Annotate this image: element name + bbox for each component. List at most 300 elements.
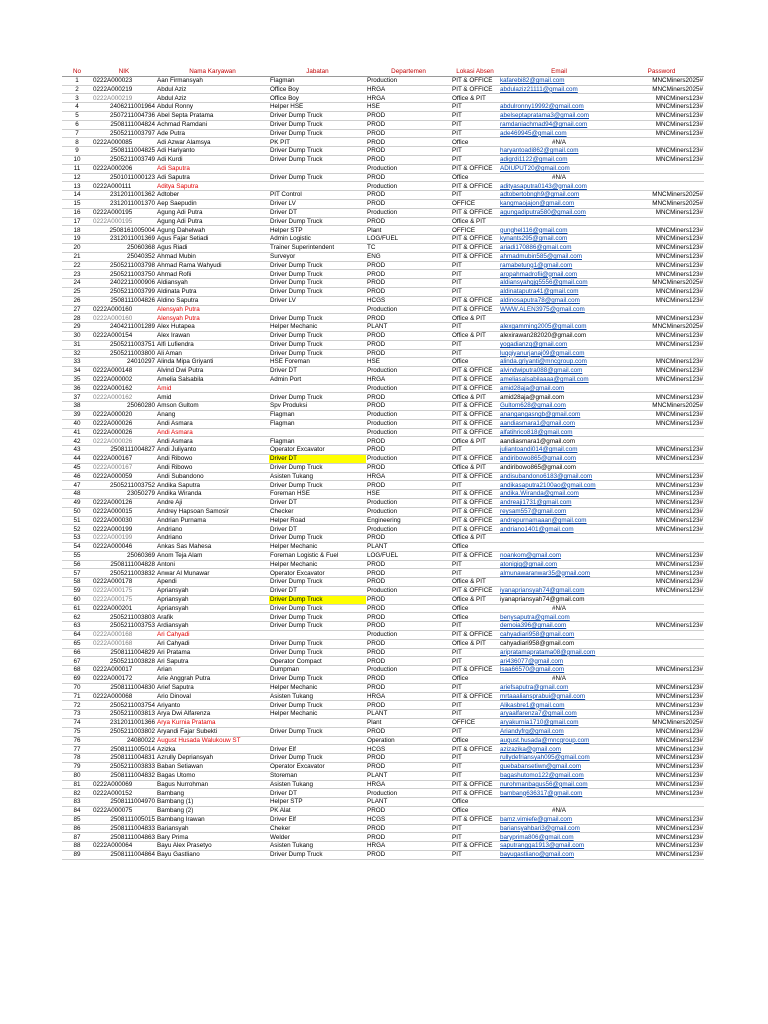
cell-nik: 0222A000219 <box>92 85 156 94</box>
cell-email[interactable]: ramabetung1@gmail.com <box>499 261 619 270</box>
cell-password: MNCMiners123# <box>619 762 704 771</box>
cell-nik: 0222A000162 <box>92 393 156 402</box>
header-no: No <box>62 68 92 76</box>
cell-email[interactable]: kynants295@gmail.com <box>499 235 619 244</box>
cell-no: 3 <box>62 94 92 103</box>
cell-departemen: PLANT <box>366 710 451 719</box>
cell-lokasi: PIT & OFFICE <box>451 428 499 437</box>
cell-nik: 2505211003797 <box>92 129 156 138</box>
cell-email[interactable]: guebabansetiwn@gmail.com <box>499 762 619 771</box>
cell-departemen: PROD <box>366 287 451 296</box>
cell-name: Apriansyah <box>156 604 269 613</box>
cell-no: 36 <box>62 384 92 393</box>
cell-nik: 0222A000026 <box>92 437 156 446</box>
cell-email[interactable]: kafarebi82@gmail.com <box>499 76 619 85</box>
cell-email[interactable]: Gultom628@gmail.com <box>499 402 619 411</box>
cell-name: Anwar Al Munawar <box>156 569 269 578</box>
cell-email[interactable]: benysaputra@gmail.com <box>499 613 619 622</box>
cell-name: Arya Kurnia Pratama <box>156 718 269 727</box>
cell-departemen: PROD <box>366 622 451 631</box>
cell-nik: 0222A000046 <box>92 543 156 552</box>
cell-name: Aditya Saputra <box>156 182 269 191</box>
cell-jabatan: Spv Produksi <box>269 402 366 411</box>
cell-email[interactable]: bayugastliano@gmail.com <box>499 850 619 859</box>
cell-departemen: PROD <box>366 657 451 666</box>
cell-departemen: PROD <box>366 393 451 402</box>
cell-email[interactable]: ariadi170886@gmail.com <box>499 243 619 252</box>
cell-password <box>619 138 704 147</box>
cell-email[interactable]: aryaalfarenza7@gmail.com <box>499 710 619 719</box>
cell-name: Agus Riadi <box>156 243 269 252</box>
cell-email[interactable]: ariefsaputra@gmail.com <box>499 683 619 692</box>
cell-email[interactable]: ari436077@gmail.com <box>499 657 619 666</box>
cell-name: Ari Saputra <box>156 657 269 666</box>
cell-lokasi: Office & PIT <box>451 639 499 648</box>
cell-name: Ari Pratama <box>156 648 269 657</box>
cell-jabatan: Driver Dump Truck <box>269 463 366 472</box>
cell-nik: 0222A000026 <box>92 419 156 428</box>
cell-lokasi: PIT & OFFICE <box>451 85 499 94</box>
cell-password: MNCMiners123# <box>619 411 704 420</box>
cell-jabatan: Cheker <box>269 824 366 833</box>
cell-departemen: HRGA <box>366 780 451 789</box>
cell-email <box>499 217 619 226</box>
cell-jabatan: Helper STP <box>269 226 366 235</box>
cell-lokasi: PIT <box>451 155 499 164</box>
cell-password <box>619 428 704 437</box>
cell-password: MNCMiners123# <box>619 252 704 261</box>
table-row <box>62 736 704 745</box>
cell-email[interactable]: ramdaniachmad94@gmail.com <box>499 120 619 129</box>
cell-password <box>619 384 704 393</box>
cell-nik: 2312011001366 <box>92 718 156 727</box>
cell-password: MNCMiners123# <box>619 419 704 428</box>
cell-password: MNCMiners123# <box>619 499 704 508</box>
cell-password: MNCMiners2025# <box>619 718 704 727</box>
cell-lokasi: PIT <box>451 147 499 156</box>
cell-nik: 2508111004832 <box>92 771 156 780</box>
cell-jabatan: Foreman Logistic & Fuel <box>269 551 366 560</box>
cell-departemen: PROD <box>366 595 451 604</box>
cell-departemen: PROD <box>366 173 451 182</box>
cell-nik: 0222A000154 <box>92 331 156 340</box>
cell-password: MNCMiners123# <box>619 235 704 244</box>
cell-name: Adi Saputra <box>156 173 269 182</box>
cell-password: MNCMiners123# <box>619 147 704 156</box>
cell-departemen: PROD <box>366 762 451 771</box>
cell-no: 79 <box>62 762 92 771</box>
cell-name: Agus Fajar Setiadi <box>156 235 269 244</box>
table-row <box>62 296 704 305</box>
cell-email[interactable]: andrepurnamaaan@gmail.com <box>499 516 619 525</box>
cell-name: Andi Subandono <box>156 472 269 481</box>
cell-departemen: PROD <box>366 701 451 710</box>
table-row <box>62 463 704 472</box>
cell-departemen: PROD <box>366 824 451 833</box>
cell-email[interactable]: noankom@gmail.com <box>499 551 619 560</box>
cell-email[interactable]: bamz.vimiefe@gmail.com <box>499 815 619 824</box>
cell-lokasi: OFFICE <box>451 718 499 727</box>
cell-email[interactable]: iyanapriansyah74@gmail.com <box>499 587 619 596</box>
cell-password: MNCMiners123# <box>619 94 704 103</box>
cell-lokasi: PIT <box>451 261 499 270</box>
table-row <box>62 287 704 296</box>
cell-email[interactable]: mrtaaaliansprabui@gmail.com <box>499 692 619 701</box>
cell-departemen: HRGA <box>366 842 451 851</box>
cell-password <box>619 648 704 657</box>
cell-departemen: Operation <box>366 736 451 745</box>
cell-lokasi: Office & PIT <box>451 314 499 323</box>
table-row <box>62 455 704 464</box>
cell-email[interactable]: abelseptapratama3@gmail.com <box>499 111 619 120</box>
cell-jabatan: Driver Dump Truck <box>269 287 366 296</box>
cell-email[interactable]: andiribowo865@gmail.com <box>499 463 619 472</box>
table-row <box>62 639 704 648</box>
cell-email[interactable]: aldinataputra41@gmail.com <box>499 287 619 296</box>
cell-email[interactable]: WWW.ALEN3975@gmail.com <box>499 305 619 314</box>
cell-jabatan: Driver Dump Truck <box>269 850 366 859</box>
cell-email[interactable]: abdulaziz21111@gmail.com <box>499 85 619 94</box>
cell-password: MNCMiners2025# <box>619 323 704 332</box>
cell-password: MNCMiners123# <box>619 727 704 736</box>
table-row <box>62 147 704 156</box>
table-row <box>62 155 704 164</box>
cell-departemen: HCGS <box>366 815 451 824</box>
cell-nik: 2508111004827 <box>92 446 156 455</box>
cell-jabatan: Asisten Tukang <box>269 692 366 701</box>
cell-name: Ari Cahyadi <box>156 639 269 648</box>
cell-email[interactable]: alfatihrico818@gmail.com <box>499 428 619 437</box>
cell-nik: 0222A000064 <box>92 842 156 851</box>
cell-email[interactable]: adtobertobngh9@gmail.com <box>499 191 619 200</box>
cell-email[interactable]: bariansyahbari3@gmail.com <box>499 824 619 833</box>
cell-nik: 2508111004825 <box>92 147 156 156</box>
table-row <box>62 120 704 129</box>
cell-email[interactable]: bambang636317@gmail.com <box>499 789 619 798</box>
cell-jabatan: Helper Mechanic <box>269 543 366 552</box>
cell-email[interactable]: demoia396@gmail.com <box>499 622 619 631</box>
cell-email[interactable]: aldinosaputra78@gmail.com <box>499 296 619 305</box>
cell-lokasi: PIT & OFFICE <box>451 419 499 428</box>
cell-email[interactable]: bagashutomo122@gmail.com <box>499 771 619 780</box>
cell-email[interactable]: alinda.griyanti@mncgroup.com <box>499 358 619 367</box>
cell-password: MNCMiners123# <box>619 314 704 323</box>
cell-email[interactable]: yogadianzq@gmail.com <box>499 340 619 349</box>
cell-email[interactable]: ade469945@gmail.com <box>499 129 619 138</box>
cell-email[interactable]: Alikasbre1@gmail.com <box>499 701 619 710</box>
cell-password: MNCMiners2025# <box>619 85 704 94</box>
cell-nik: 0222A000160 <box>92 314 156 323</box>
cell-nik: 0222A000026 <box>92 428 156 437</box>
cell-jabatan: Asisten Tukang <box>269 842 366 851</box>
cell-lokasi: PIT & OFFICE <box>451 516 499 525</box>
cell-name: Amid <box>156 384 269 393</box>
cell-password: MNCMiners123# <box>619 833 704 842</box>
cell-nik: 2508111005015 <box>92 815 156 824</box>
cell-jabatan: Driver Dump Truck <box>269 340 366 349</box>
cell-lokasi: PIT <box>451 279 499 288</box>
table-row <box>62 419 704 428</box>
cell-no: 61 <box>62 604 92 613</box>
cell-lokasi: Office & PIT <box>451 463 499 472</box>
cell-password: MNCMiners123# <box>619 666 704 675</box>
cell-departemen: PROD <box>366 279 451 288</box>
cell-no: 50 <box>62 507 92 516</box>
cell-jabatan: Driver DT <box>269 789 366 798</box>
cell-password: MNCMiners2025# <box>619 191 704 200</box>
cell-departemen: Production <box>366 789 451 798</box>
cell-password: MNCMiners123# <box>619 481 704 490</box>
cell-nik: 2402211000906 <box>92 279 156 288</box>
table-row <box>62 384 704 393</box>
cell-name: Adi Hariyanto <box>156 147 269 156</box>
cell-jabatan: Driver Elf <box>269 745 366 754</box>
cell-departemen: LOG/FUEL <box>366 235 451 244</box>
table-row <box>62 331 704 340</box>
cell-email[interactable]: anangangasngb@gmail.com <box>499 411 619 420</box>
cell-email[interactable]: andisubandono6183@gmail.com <box>499 472 619 481</box>
cell-name: Agung Adi Putra <box>156 217 269 226</box>
cell-email[interactable]: aropahmadrofii@gmail.com <box>499 270 619 279</box>
cell-password: MNCMiners123# <box>619 692 704 701</box>
cell-jabatan: PK Alat <box>269 806 366 815</box>
cell-email[interactable]: aandiasmara1@gmail.com <box>499 419 619 428</box>
cell-email[interactable]: aandiasmara1@gmail.com <box>499 437 619 446</box>
cell-email[interactable]: atonigig@gmail.com <box>499 560 619 569</box>
cell-email[interactable]: rullydefriansyah095@gmail.com <box>499 754 619 763</box>
table-row <box>62 534 704 543</box>
cell-password: MNCMiners123# <box>619 754 704 763</box>
cell-no: 23 <box>62 270 92 279</box>
cell-email[interactable]: Ariandyfrg@gmail.com <box>499 727 619 736</box>
cell-email[interactable]: adityasaputra0143@gmail.com <box>499 182 619 191</box>
table-row <box>62 375 704 384</box>
cell-name: Alensyah Putra <box>156 305 269 314</box>
table-row <box>62 551 704 560</box>
cell-password <box>619 604 704 613</box>
cell-email[interactable]: baryprima806@gmail.com <box>499 833 619 842</box>
cell-email[interactable]: andika.Wiranda@gmail.com <box>499 490 619 499</box>
cell-jabatan <box>269 428 366 437</box>
cell-nik: 2501011000123 <box>92 173 156 182</box>
cell-email[interactable]: alexirawan282020@gmail.com <box>499 331 619 340</box>
cell-password: MNCMiners123# <box>619 270 704 279</box>
cell-departemen: Plant <box>366 718 451 727</box>
cell-nik: 0222A000126 <box>92 499 156 508</box>
cell-email[interactable]: luqqiyanurjanaj09@gmail.com <box>499 349 619 358</box>
cell-lokasi: Office & PIT <box>451 534 499 543</box>
cell-nik: 2505211003800 <box>92 349 156 358</box>
cell-no: 70 <box>62 683 92 692</box>
cell-departemen: Engineering <box>366 516 451 525</box>
cell-no: 72 <box>62 701 92 710</box>
cell-jabatan <box>269 164 366 173</box>
cell-password: MNCMiners123# <box>619 701 704 710</box>
cell-lokasi: PIT <box>451 287 499 296</box>
cell-email[interactable]: adigrdi1122@gmail.com <box>499 155 619 164</box>
cell-no: 18 <box>62 226 92 235</box>
cell-email[interactable]: juliantoandi014@gmail.com <box>499 446 619 455</box>
cell-departemen: Production <box>366 507 451 516</box>
cell-email[interactable]: almunawaranwar35@gmail.com <box>499 569 619 578</box>
cell-email[interactable]: saputrangga1913@gmail.com <box>499 842 619 851</box>
cell-no: 20 <box>62 243 92 252</box>
cell-name: Agung Dahelwah <box>156 226 269 235</box>
cell-jabatan: Asisten Tukang <box>269 780 366 789</box>
header-email: Email <box>499 68 619 76</box>
cell-departemen: PROD <box>366 560 451 569</box>
cell-nik: 0222A000085 <box>92 138 156 147</box>
cell-email[interactable]: amid28aja@gmail.com <box>499 393 619 402</box>
cell-lokasi: PIT <box>451 824 499 833</box>
cell-jabatan <box>269 736 366 745</box>
cell-nik: 0222A000199 <box>92 525 156 534</box>
cell-no: 66 <box>62 648 92 657</box>
table-row <box>62 516 704 525</box>
cell-name: Abel Septa Pratama <box>156 111 269 120</box>
cell-lokasi: PIT & OFFICE <box>451 789 499 798</box>
cell-nik: 2508111004864 <box>92 850 156 859</box>
table-row <box>62 727 704 736</box>
cell-name: Azizka <box>156 745 269 754</box>
cell-departemen: PROD <box>366 349 451 358</box>
cell-departemen: PROD <box>366 217 451 226</box>
cell-jabatan: Driver Dump Truck <box>269 331 366 340</box>
cell-email[interactable]: amid28aja@gmail.com <box>499 384 619 393</box>
cell-password: MNCMiners123# <box>619 569 704 578</box>
cell-name: Bagas Utomo <box>156 771 269 780</box>
cell-departemen: PROD <box>366 850 451 859</box>
cell-no: 17 <box>62 217 92 226</box>
cell-lokasi: PIT & OFFICE <box>451 499 499 508</box>
cell-jabatan: Helper Mechanic <box>269 560 366 569</box>
cell-departemen: PROD <box>366 613 451 622</box>
cell-no: 62 <box>62 613 92 622</box>
cell-jabatan: Driver Dump Truck <box>269 613 366 622</box>
cell-name: Aldinata Putra <box>156 287 269 296</box>
cell-departemen: PLANT <box>366 771 451 780</box>
cell-email[interactable]: kangmaojajon@gmail.com <box>499 199 619 208</box>
cell-nik: 0222A000167 <box>92 463 156 472</box>
cell-no: 26 <box>62 296 92 305</box>
cell-name: Andre Aji <box>156 499 269 508</box>
cell-name: Ali Aman <box>156 349 269 358</box>
cell-lokasi: PIT <box>451 323 499 332</box>
cell-name: Andrey Hapsoan Samosir <box>156 507 269 516</box>
table-row <box>62 674 704 683</box>
cell-email[interactable]: abdulronny19992@gmail.com <box>499 103 619 112</box>
cell-email[interactable]: cahyadiari958@gmail.com <box>499 631 619 640</box>
cell-nik: 2505211003832 <box>92 569 156 578</box>
cell-no: 48 <box>62 490 92 499</box>
cell-name: Apendi <box>156 578 269 587</box>
cell-email[interactable]: alvindwiputra088@gmail.com <box>499 367 619 376</box>
cell-email[interactable]: andikasaputra2100ao@gmail.com <box>499 481 619 490</box>
cell-nik: 2505211003754 <box>92 701 156 710</box>
cell-no: 41 <box>62 428 92 437</box>
cell-jabatan: Driver LV <box>269 199 366 208</box>
cell-jabatan: Operator Compact <box>269 657 366 666</box>
cell-no: 22 <box>62 261 92 270</box>
cell-no: 64 <box>62 631 92 640</box>
cell-name: Bary Prima <box>156 833 269 842</box>
table-row <box>62 490 704 499</box>
cell-email[interactable]: august.husada@mncgroup.com <box>499 736 619 745</box>
cell-jabatan: Driver Dump Truck <box>269 674 366 683</box>
cell-email[interactable]: agungadiputra580@gmail.com <box>499 208 619 217</box>
cell-email <box>499 798 619 807</box>
table-row <box>62 111 704 120</box>
table-row <box>62 824 704 833</box>
cell-departemen: PROD <box>366 806 451 815</box>
cell-email[interactable]: lsaa66570@gmail.com <box>499 666 619 675</box>
cell-name: Aan Firmansyah <box>156 76 269 85</box>
cell-email[interactable]: ahmadmubin585@gmail.com <box>499 252 619 261</box>
cell-jabatan: Checker <box>269 507 366 516</box>
cell-email[interactable]: aryakurnia1710@gmail.com <box>499 718 619 727</box>
table-row <box>62 648 704 657</box>
cell-email[interactable]: ameliasalsabilaaaa@gmail.com <box>499 375 619 384</box>
cell-email[interactable]: iyanapriansyah74@gmail.com <box>499 595 619 604</box>
cell-email[interactable]: andiribowo865@gmail.com <box>499 455 619 464</box>
cell-no: 10 <box>62 155 92 164</box>
table-row <box>62 833 704 842</box>
cell-email[interactable]: ADIUPUT20@gmail.com <box>499 164 619 173</box>
cell-email[interactable]: andriano1401@gmail.com <box>499 525 619 534</box>
cell-name: Arafik <box>156 613 269 622</box>
cell-name: Amid <box>156 393 269 402</box>
cell-nik: 2508111004970 <box>92 798 156 807</box>
cell-password <box>619 437 704 446</box>
cell-no: 56 <box>62 560 92 569</box>
table-row <box>62 217 704 226</box>
cell-lokasi: PIT & OFFICE <box>451 507 499 516</box>
cell-email[interactable]: aripratamapratama08@gmail.com <box>499 648 619 657</box>
cell-jabatan: Driver Dump Truck <box>269 754 366 763</box>
cell-email[interactable]: reysam557@gmail.com <box>499 507 619 516</box>
cell-nik: 2508111004831 <box>92 754 156 763</box>
cell-name: Andi Asmara <box>156 428 269 437</box>
cell-name: Apriansyah <box>156 595 269 604</box>
cell-email[interactable]: nurohmanbagus56@gmail.com <box>499 780 619 789</box>
table-row <box>62 402 704 411</box>
cell-password: MNCMiners123# <box>619 446 704 455</box>
cell-nik: 0222A000069 <box>92 780 156 789</box>
cell-nik: 0222A000178 <box>92 578 156 587</box>
cell-email[interactable]: andreaji1731@gmail.com <box>499 499 619 508</box>
cell-departemen: PROD <box>366 155 451 164</box>
cell-email[interactable]: gunghel116@gmail.com <box>499 226 619 235</box>
cell-email[interactable]: azizazika@gmail.com <box>499 745 619 754</box>
cell-email[interactable]: alexgamming2005@gmail.com <box>499 323 619 332</box>
cell-no: 55 <box>62 551 92 560</box>
cell-no: 6 <box>62 120 92 129</box>
cell-jabatan: Welder <box>269 833 366 842</box>
cell-lokasi: PIT <box>451 657 499 666</box>
cell-jabatan: Asisten Tukang <box>269 472 366 481</box>
cell-password <box>619 217 704 226</box>
cell-password: MNCMiners123# <box>619 710 704 719</box>
cell-email <box>499 534 619 543</box>
cell-departemen: PROD <box>366 314 451 323</box>
cell-email[interactable]: cahyadiari958@gmail.com <box>499 639 619 648</box>
table-row <box>62 507 704 516</box>
cell-nik: 2505211003803 <box>92 613 156 622</box>
cell-no: 81 <box>62 780 92 789</box>
cell-email[interactable]: haryantoadi862@gmail.com <box>499 147 619 156</box>
cell-email[interactable]: aldiansyahgjg5556@gmail.com <box>499 279 619 288</box>
cell-jabatan <box>269 718 366 727</box>
